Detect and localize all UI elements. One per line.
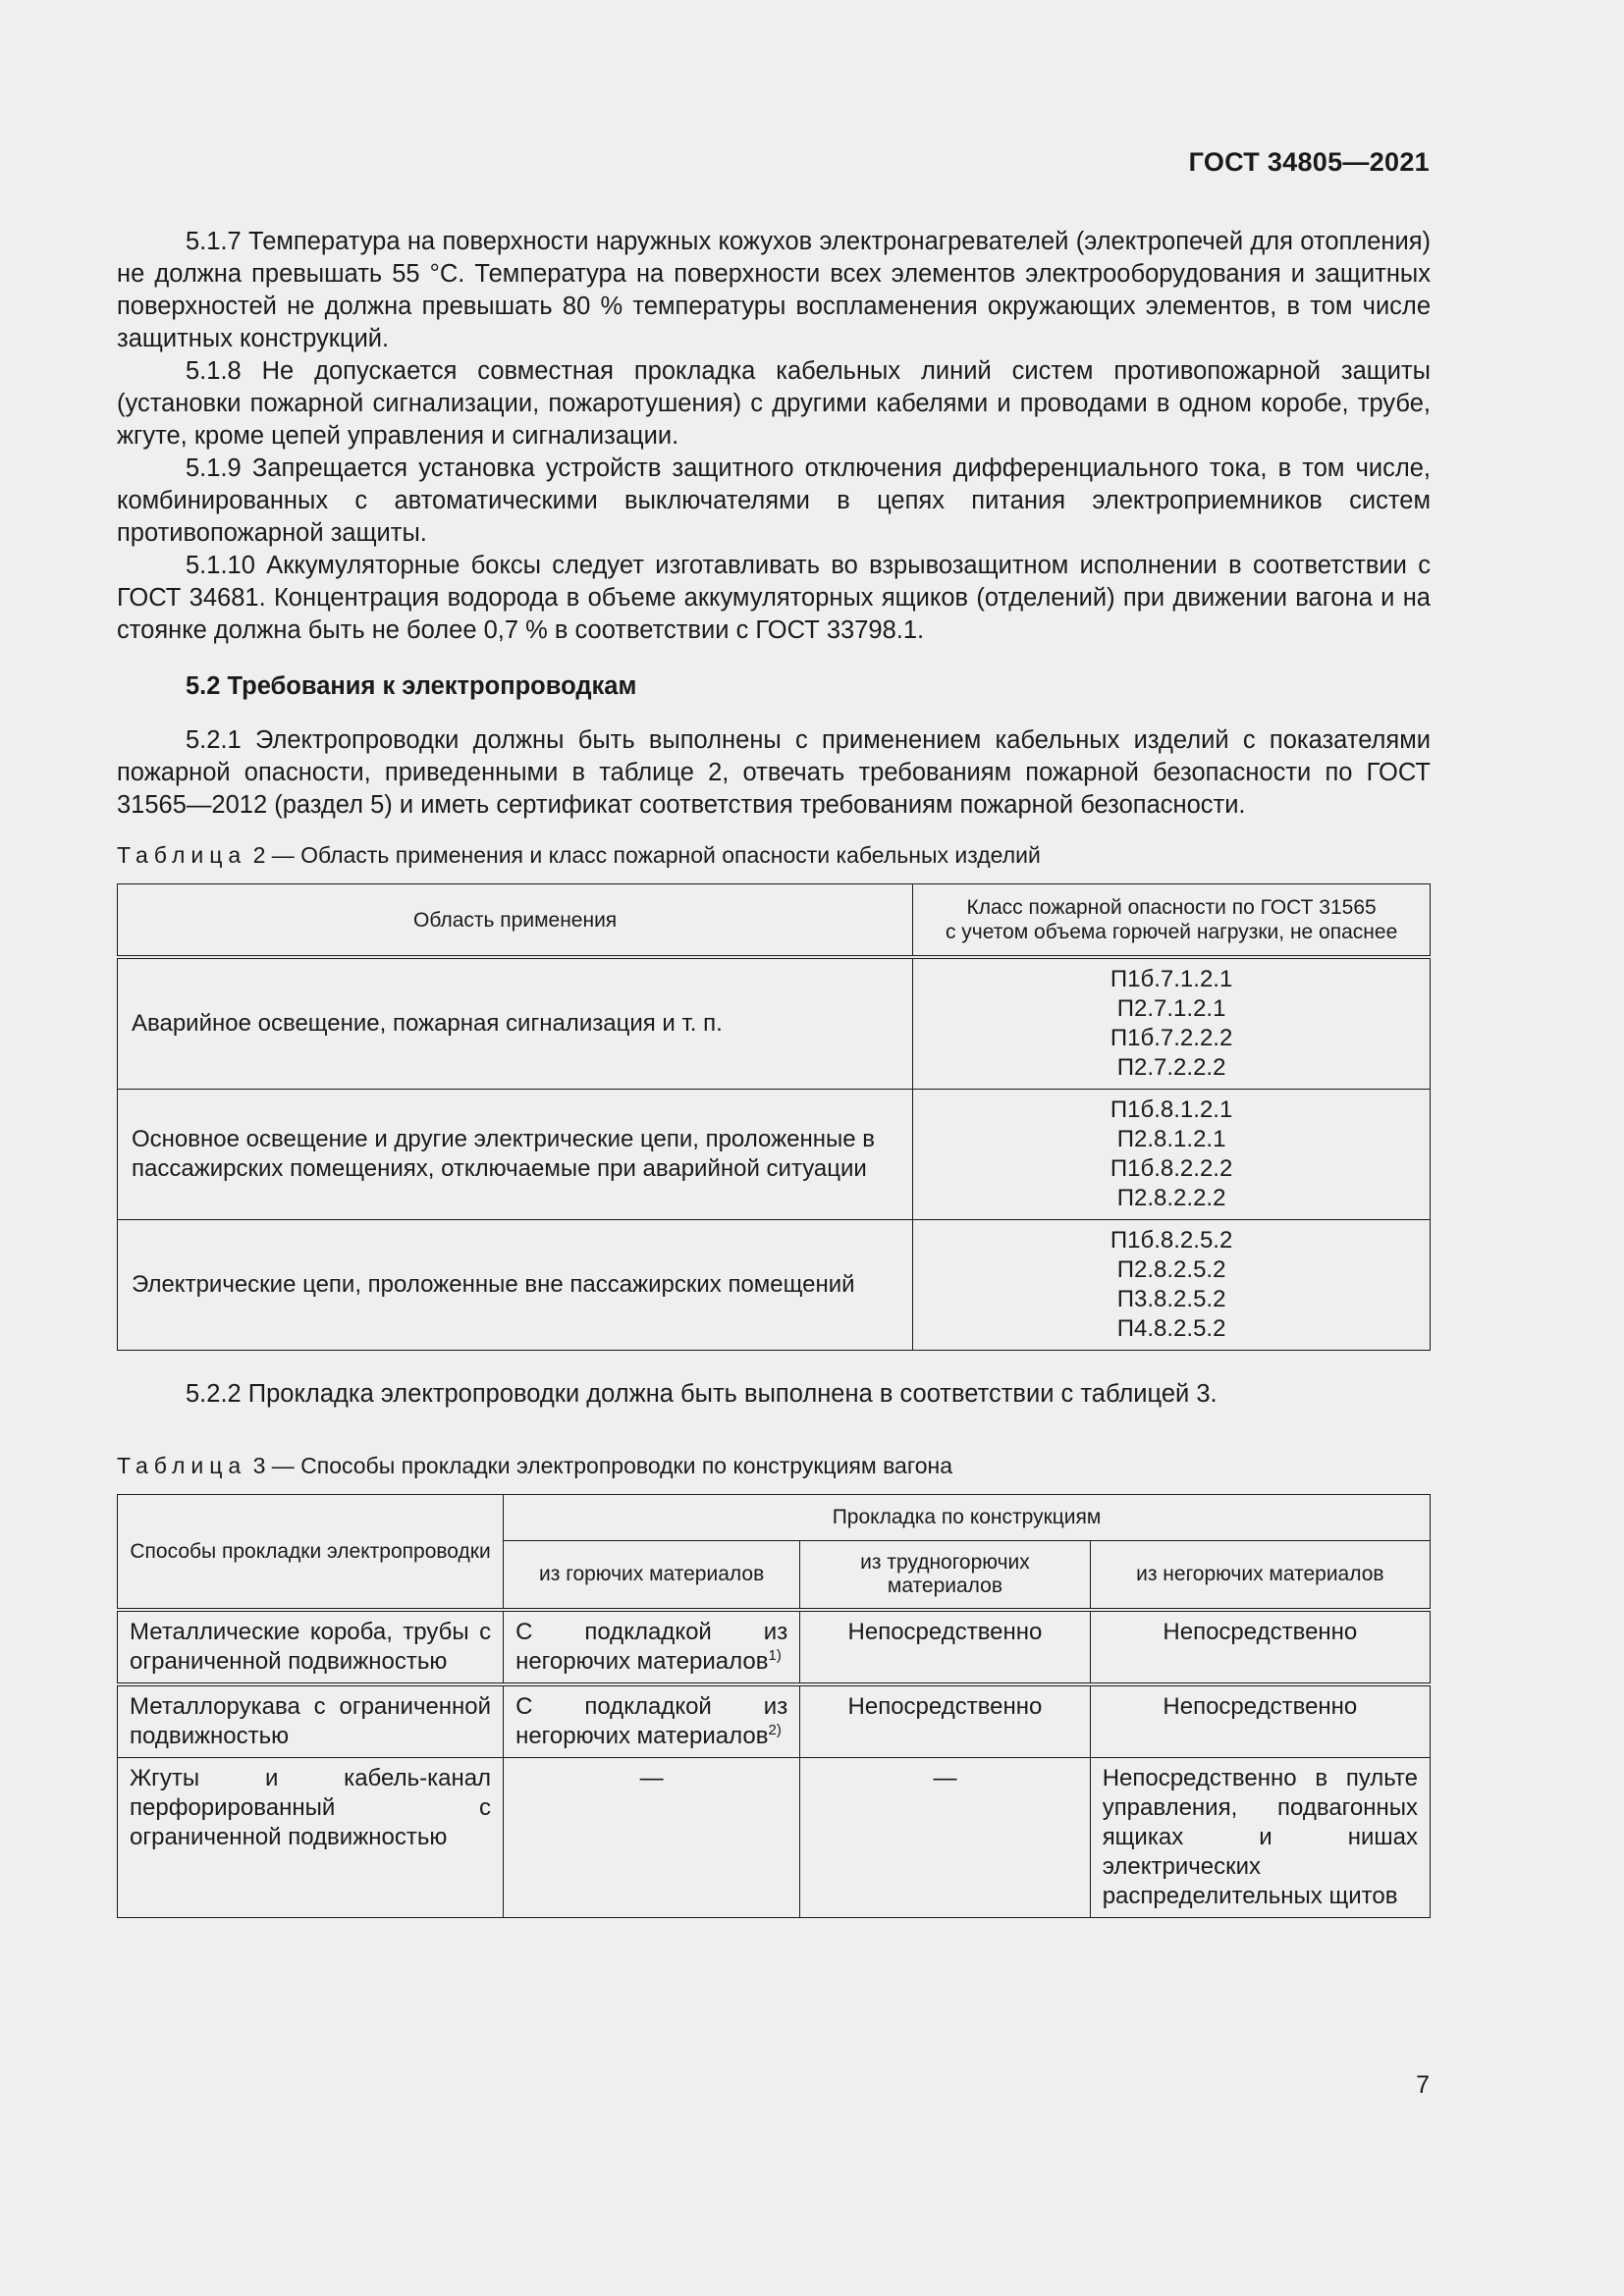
section-title-5-2: 5.2 Требования к электропроводкам: [186, 672, 637, 700]
fire-class-value: П1б.8.1.2.1: [1110, 1096, 1233, 1123]
table3-header-method: Способы прокладки электропроводки: [118, 1495, 504, 1611]
table3-header-hard-combustible: из трудногорючих материалов: [800, 1541, 1090, 1611]
table2-header-class-line2: с учетом объема горючей нагрузки, не опаснее: [945, 921, 1398, 943]
table3-cell-non-combustible: Непосредственно: [1090, 1684, 1430, 1758]
paragraph-5-2-2: 5.2.2 Прокладка электропроводки должна быть выполнена в соответствии с таблицей 3.: [186, 1380, 1218, 1408]
table2-header-class: [913, 884, 1431, 958]
table3-cell-combustible: —: [504, 1758, 800, 1918]
table3-cell-hard-combustible: —: [800, 1758, 1090, 1918]
table-row: [118, 1610, 1431, 1684]
table-2: [117, 883, 1431, 1351]
table3-caption: [117, 1450, 1431, 1482]
table2-cell-area: Аварийное освещение, пожарная сигнализация и т. п.: [118, 957, 913, 1090]
paragraph-5-1-9: 5.1.9 Запрещается установка устройств защитного отключения дифференциального тока, в том числе, комбинированных с автоматическими выключателями в цепях питания электроприемников систем противопожарной защиты.: [117, 454, 1431, 547]
cell-text: С подкладкой из негорючих материалов: [515, 1619, 788, 1675]
fire-class-value: П2.8.2.2.2: [1116, 1185, 1226, 1211]
table3-cell-non-combustible: Непосредственно в пульте управления, подвагонных ящиках и нишах электрических распределительных щитов: [1090, 1758, 1430, 1918]
table2-cell-classes: [913, 1220, 1431, 1351]
table3-header-group: Прокладка по конструкциям: [504, 1495, 1431, 1541]
fire-class-value: П1б.8.2.5.2: [1110, 1227, 1233, 1254]
table2-header-class-line1: Класс пожарной опасности по ГОСТ 31565: [966, 896, 1377, 919]
table2-header-area: Область применения: [118, 884, 913, 958]
table2-cell-area: Основное освещение и другие электрические цепи, проложенные в пассажирских помещениях, отключаемые при аварийной ситуации: [118, 1090, 913, 1220]
table2-header-row: [118, 884, 1431, 958]
paragraph-5-1-8: 5.1.8 Не допускается совместная прокладка кабельных линий систем противопожарной защиты (установки пожарной сигнализации, пожаротушения) с другими кабелями и проводами в одном коробе, трубе, жгуте, кроме цепей управления и сигнализации.: [117, 357, 1431, 450]
table3-cell-non-combustible: Непосредственно: [1090, 1610, 1430, 1684]
table-row: [118, 1090, 1431, 1220]
table2-caption: [117, 839, 1431, 872]
table2-cell-classes: [913, 957, 1431, 1090]
table-3: [117, 1494, 1431, 1918]
paragraph-5-1-10: 5.1.10 Аккумуляторные боксы следует изготавливать во взрывозащитном исполнении в соответствии с ГОСТ 34681. Концентрация водорода в объеме аккумуляторных ящиков (отделений) при движении вагона и на стоянке должна быть не более 0,7 % в соответствии с ГОСТ 33798.1.: [117, 552, 1431, 644]
table2-caption-text: 2 — Область применения и класс пожарной опасности кабельных изделий: [252, 842, 1041, 868]
table3-cell-method: Металлические короба, трубы с ограниченной подвижностью: [118, 1610, 504, 1684]
table-row: [118, 1220, 1431, 1351]
fire-class-value: П2.8.1.2.1: [1116, 1126, 1226, 1152]
table3-cell-hard-combustible: Непосредственно: [800, 1684, 1090, 1758]
table-row: [118, 957, 1431, 1090]
table2-cell-classes: [913, 1090, 1431, 1220]
fire-class-value: П2.8.2.5.2: [1116, 1256, 1226, 1283]
table-row: [118, 1758, 1431, 1918]
footnote-ref: 1): [768, 1647, 782, 1664]
cell-text: С подкладкой из негорючих материалов: [515, 1693, 788, 1749]
page-number: 7: [1416, 2071, 1430, 2099]
fire-class-value: П2.7.1.2.1: [1116, 995, 1226, 1022]
table3-caption-text: 3 — Способы прокладки электропроводки по конструкциям вагона: [252, 1453, 953, 1478]
paragraph-5-1-7: 5.1.7 Температура на поверхности наружных кожухов электронагревателей (электропечей для отопления) не должна превышать 55 °С. Температура на поверхности всех элементов электрооборудования и защитных поверхностей не должна превышать 80 % температуры воспламенения окружающих элементов, в том числе защитных конструкций.: [117, 228, 1431, 352]
fire-class-value: П1б.8.2.2.2: [1110, 1155, 1233, 1182]
fire-class-value: П1б.7.2.2.2: [1110, 1025, 1233, 1051]
fire-class-value: П1б.7.1.2.1: [1110, 966, 1233, 992]
table3-header-combustible: из горючих материалов: [504, 1541, 800, 1611]
table3-cell-method: Жгуты и кабель-канал перфорированный с ограниченной подвижностью: [118, 1758, 504, 1918]
table3-cell-combustible: [504, 1684, 800, 1758]
table3-header-non-combustible: из негорючих материалов: [1090, 1541, 1430, 1611]
footnote-ref: 2): [768, 1722, 782, 1738]
page-content: [117, 226, 1431, 1918]
paragraph-5-2-1: 5.2.1 Электропроводки должны быть выполнены с применением кабельных изделий с показателями пожарной опасности, приведенными в таблице 2, отвечать требованиям пожарной безопасности по ГОСТ 31565—2012 (раздел 5) и иметь сертификат соответствия требованиям пожарной безопасности.: [117, 726, 1431, 819]
fire-class-value: П2.7.2.2.2: [1116, 1054, 1226, 1081]
fire-class-value: П4.8.2.5.2: [1116, 1315, 1226, 1342]
table3-cell-combustible: [504, 1610, 800, 1684]
table2-cell-area: Электрические цепи, проложенные вне пассажирских помещений: [118, 1220, 913, 1351]
table-row: [118, 1684, 1431, 1758]
table3-cell-method: Металлорукава с ограниченной подвижностью: [118, 1684, 504, 1758]
table3-caption-word: Таблица: [117, 1453, 247, 1478]
table2-caption-word: Таблица: [117, 842, 247, 868]
fire-class-value: П3.8.2.5.2: [1116, 1286, 1226, 1312]
table3-cell-hard-combustible: Непосредственно: [800, 1610, 1090, 1684]
table3-header-row: [118, 1495, 1431, 1541]
document-code-header: ГОСТ 34805—2021: [1188, 147, 1430, 177]
